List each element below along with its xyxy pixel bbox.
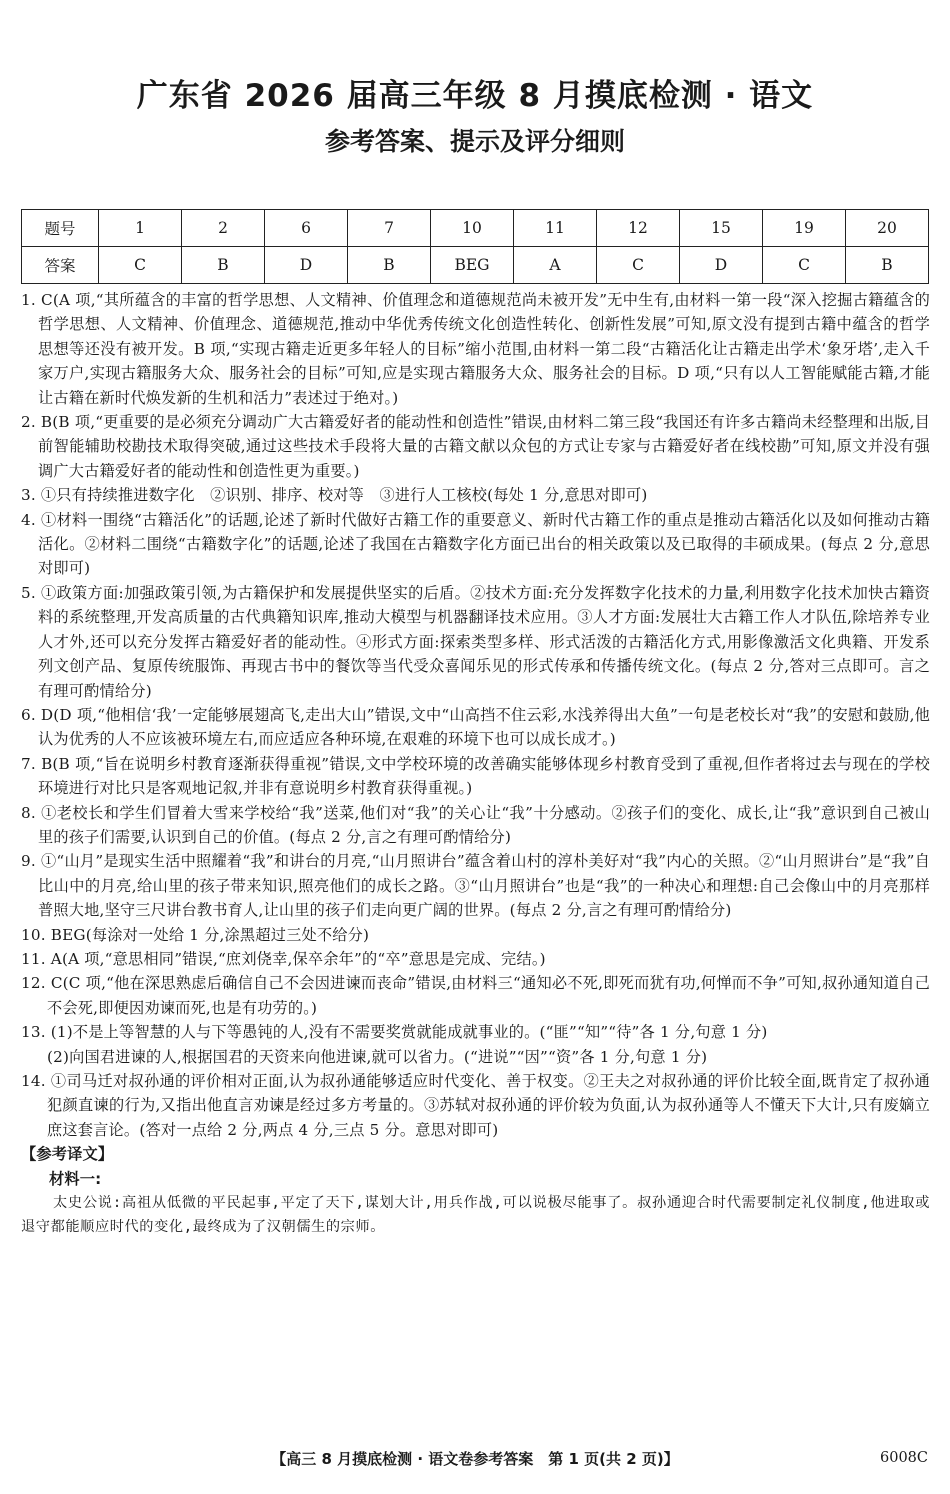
question-number: 19: [763, 210, 846, 247]
question-number-row: [22, 210, 929, 247]
answer-item-13: 13. (1)不是上等智慧的人与下等愚钝的人,没有不需要奖赏就能成就事业的。(“匪”“知”“待”各 1 分,句意 1 分): [21, 1023, 768, 1042]
answer-cell: D: [265, 247, 348, 284]
material-label: 材料一:: [49, 1169, 102, 1188]
answer-item-4: 4. ①材料一围绕“古籍活化”的话题,论述了新时代做好古籍工作的重要意义、新时代古籍工作的重点是推动古籍活化以及如何推动古籍活化。②材料二围绕“古籍数字化”的话题,论述了我国在古籍数字化方面已出台的相关政策以及已取得的丰硕成果。(每点 2 分,意思对即可): [21, 510, 930, 578]
document-code: 6008C: [880, 1450, 928, 1466]
question-number: 7: [348, 210, 431, 247]
answer-cell: B: [846, 247, 929, 284]
table-row-label: 题号: [22, 210, 99, 247]
translation-heading: 【参考译文】: [21, 1145, 114, 1164]
answer-item-10: 10. BEG(每涂对一处给 1 分,涂黑超过三处不给分): [21, 925, 370, 944]
question-number: 2: [182, 210, 265, 247]
answer-item-5: 5. ①政策方面:加强政策引领,为古籍保护和发展提供坚实的后盾。②技术方面:充分发挥数字化技术的力量,利用数字化技术加快古籍资料的系统整理,开发高质量的古代典籍知识库,推动大模型与机器翻译技术应用。③人才方面:发展壮大古籍工作人才队伍,除培养专业人才外,还可以充分发挥古籍爱好者的能动性。④形式方面:探索类型多样、形式活泼的古籍活化方式,用影像激活文化典籍、开发系列文创产品、复原传统服饰、再现古书中的餐饮等当代受众喜闻乐见的形式传承和传播传统文化。(每点 2 分,答对三点即可。言之有理可酌情给分): [21, 583, 930, 700]
question-number: 11: [514, 210, 597, 247]
answer-item-3: 3. ①只有持续推进数字化 ②识别、排序、校对等 ③进行人工核校(每处 1 分,意思对即可): [21, 486, 648, 505]
answer-cell: C: [597, 247, 680, 284]
question-number: 20: [846, 210, 929, 247]
answer-cell: C: [99, 247, 182, 284]
answer-item-2: 2. B(B 项,“更重要的是必须充分调动广大古籍爱好者的能动性和创造性”错误,由材料二第三段“我国还有许多古籍尚未经整理和出版,目前智能辅助校勘技术取得突破,通过这些技术手段将大量的古籍文献以众包的方式让专家与古籍爱好者在线校勘”可知,原文并没有强调广大古籍爱好者的能动性和创造性更为重要。): [21, 413, 930, 480]
answer-explanations: [21, 288, 930, 1240]
question-number: 15: [680, 210, 763, 247]
answer-item-13-part-2: (2)向国君进谏的人,根据国君的天资来向他进谏,就可以省力。(“进说”“因”“资”各 1 分,句意 1 分): [47, 1047, 708, 1066]
answer-cell: A: [514, 247, 597, 284]
page-title: 广东省 2026 届高三年级 8 月摸底检测 · 语文: [136, 78, 814, 114]
answer-cell: B: [348, 247, 431, 284]
page-subtitle: 参考答案、提示及评分细则: [324, 127, 625, 156]
page-footer: 【高三 8 月摸底检测 · 语文卷参考答案 第 1 页(共 2 页)】: [271, 1450, 679, 1468]
question-number: 1: [99, 210, 182, 247]
question-number: 6: [265, 210, 348, 247]
translation-text: 太史公说:高祖从低微的平民起事,平定了天下,谋划大计,用兵作战,可以说极尽能事了。叔孙通迎合时代需要制定礼仪制度,他进取或退守都能顺应时代的变化,最终成为了汉朝儒生的宗师。: [21, 1195, 930, 1236]
answer-row: [22, 247, 929, 284]
answer-table: [21, 209, 929, 284]
table-row-label: 答案: [22, 247, 99, 284]
answer-item-9: 9. ①“山月”是现实生活中照耀着“我”和讲台的月亮,“山月照讲台”蕴含着山村的淳朴美好对“我”内心的关照。②“山月照讲台”是“我”自比山中的月亮,给山里的孩子带来知识,照亮他们的成长之路。③“山月照讲台”也是“我”的一种决心和理想:自己会像山中的月亮那样普照大地,坚守三尺讲台教书育人,让山里的孩子们走向更广阔的世界。(每点 2 分,言之有理可酌情给分): [21, 852, 930, 920]
answer-item-1: 1. C(A 项,“其所蕴含的丰富的哲学思想、人文精神、价值理念和道德规范尚未被开发”无中生有,由材料一第一段“深入挖掘古籍蕴含的哲学思想、人文精神、价值理念、道德规范,推动中华优秀传统文化创造性转化、创新性发展”可知,原文没有提到古籍中蕴含的哲学思想等还没有被开发。B 项,“实现古籍走近更多年轻人的目标”缩小范围,由材料一第二段“古籍活化让古籍走出学术‘象牙塔’,走入千家万户,实现古籍服务大众、服务社会的目标”可知,应是实现古籍服务大众、服务社会的目标。D 项,“只有以人工智能赋能古籍,才能让古籍在新时代焕发新的生机和活力”表述过于绝对。): [21, 291, 930, 407]
answer-cell: B: [182, 247, 265, 284]
answer-item-12: 12. C(C 项,“他在深思熟虑后确信自己不会因进谏而丧命”错误,由材料三“通知必不死,即死而犹有功,何惮而不争”可知,叔孙通知道自己不会死,即便因劝谏而死,也是有功劳的。): [21, 974, 930, 1017]
answer-cell: BEG: [431, 247, 514, 284]
answer-item-14: 14. ①司马迁对叔孙通的评价相对正面,认为叔孙通能够适应时代变化、善于权变。②王夫之对叔孙通的评价比较全面,既肯定了叔孙通犯颜直谏的行为,又指出他直言劝谏是经过多方考量的。③苏轼对叔孙通的评价较为负面,认为叔孙通等人不懂天下大计,只有废嫡立庶这套言论。(答对一点给 2 分,两点 4 分,三点 5 分。意思对即可): [21, 1072, 930, 1139]
answer-item-11: 11. A(A 项,“意思相同”错误,“庶刘侥幸,保卒余年”的“卒”意思是完成、完结。): [21, 949, 546, 968]
answer-item-6: 6. D(D 项,“他相信‘我’一定能够展翅高飞,走出大山”错误,文中“山高挡不住云彩,水浅养得出大鱼”一句是老校长对“我”的安慰和鼓励,他认为优秀的人不应该被环境左右,而应适应各种环境,在艰难的环境下也可以成长成才。): [21, 705, 930, 749]
question-number: 12: [597, 210, 680, 247]
answer-cell: D: [680, 247, 763, 284]
answer-item-8: 8. ①老校长和学生们冒着大雪来学校给“我”送菜,他们对“我”的关心让“我”十分感动。②孩子们的变化、成长,让“我”意识到自己被山里的孩子们需要,认识到自己的价值。(每点 2 分,言之有理可酌情给分): [21, 803, 930, 846]
answer-cell: C: [763, 247, 846, 284]
question-number: 10: [431, 210, 514, 247]
answer-item-7: 7. B(B 项,“旨在说明乡村教育逐渐获得重视”错误,文中学校环境的改善确实能够体现乡村教育受到了重视,但作者将过去与现在的学校环境进行对比只是客观地记叙,并非有意说明乡村教育获得重视。): [21, 754, 930, 798]
